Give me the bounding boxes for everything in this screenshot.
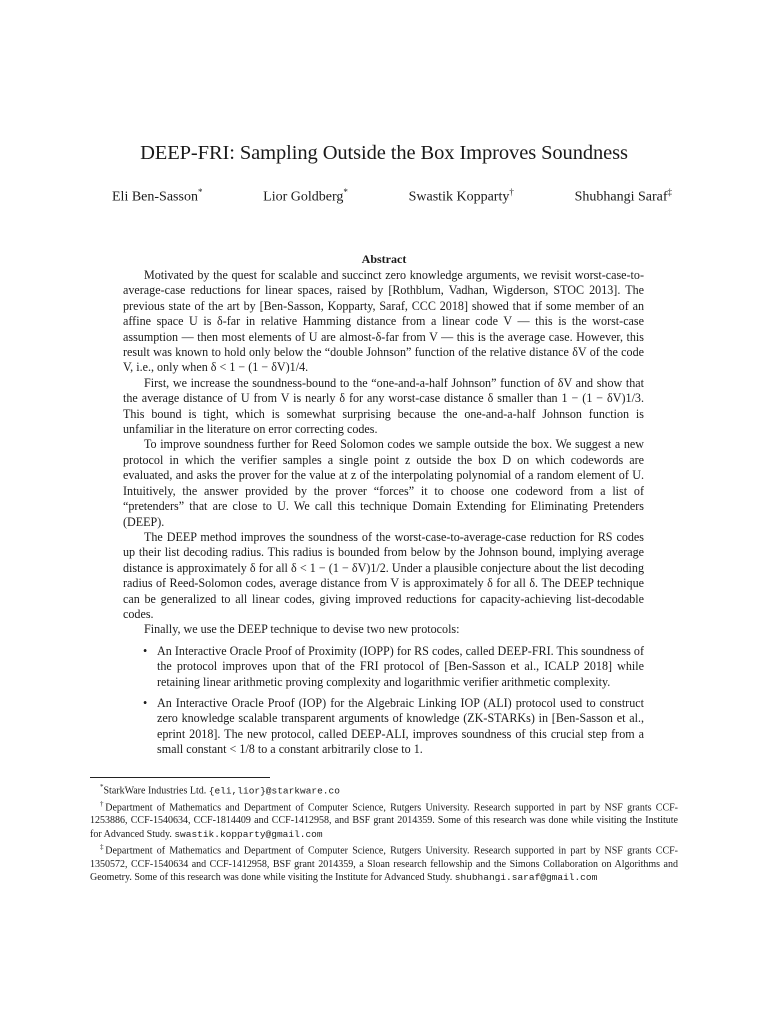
footnote-email[interactable]: shubhangi.saraf@gmail.com	[454, 872, 598, 884]
footnote: †Department of Mathematics and Department of Computer Science, Rutgers University. Research supported in part by NSF grants CCF-1253886, CCF-1540634, CCF-1814409 and CCF-1412958, and BSF grant 2014359. Some of this research was done while visiting the Institute for Advanced Study. swastik.kopparty@gmail.com	[90, 799, 679, 840]
abstract-body	[123, 268, 644, 764]
bullet-icon: •	[143, 695, 148, 710]
author: Eli Ben-Sasson*	[112, 187, 203, 205]
author-list	[112, 187, 672, 206]
bullet-icon: •	[143, 643, 148, 658]
footnote-email[interactable]: swastik.kopparty@gmail.com	[174, 828, 323, 840]
paper-title: DEEP-FRI: Sampling Outside the Box Improves Soundness	[140, 142, 628, 164]
footnote-divider	[90, 777, 270, 778]
footnote-email[interactable]: {eli,lior}@starkware.co	[208, 785, 340, 797]
footnote: *StarkWare Industries Ltd. {eli,lior}@starkware.co	[100, 783, 340, 797]
author: Shubhangi Saraf‡	[574, 187, 672, 205]
abstract-paragraph: Finally, we use the DEEP technique to devise two new protocols:	[144, 622, 460, 637]
footnote: ‡Department of Mathematics and Department of Computer Science, Rutgers University. Research supported in part by NSF grants CCF-1350572, CCF-1540634 and CCF-1412958, BSF grant 2014359, a Sloan research fellowship and the Simons Collaboration on Algorithms and Geometry. Some of this research was done while visiting the Institute for Advanced Study. shubhangi.saraf@gmail.com	[90, 843, 679, 884]
abstract-heading: Abstract	[361, 252, 407, 266]
list-item: • An Interactive Oracle Proof of Proximity (IOPP) for RS codes, called DEEP-FRI. This soundness of the protocol improves upon that of the FRI protocol of [Ben-Sasson et al., ICALP 2018] while retaining linear arithmetic proving complexity and logarithmic verifier arithmetic complexity.	[143, 643, 644, 689]
abstract-paragraph: Motivated by the quest for scalable and succinct zero knowledge arguments, we revisit worst-case-to-average-case reductions for linear spaces, raised by [Rothblum, Vadhan, Wigderson, STOC 2013]. The previous state of the art by [Ben-Sasson, Kopparty, Saraf, CCC 2018] showed that if some member of an affine space U is δ-far in relative Hamming distance from a linear code V — this is the worst-case assumption — then most elements of U are almost-δ-far from V — this is the average case. However, this result was known to hold only below the “double Johnson” function of the relative distance δV of the code V, i.e., only when δ < 1 − (1 − δV)1/4.	[123, 268, 644, 375]
abstract-paragraph: To improve soundness further for Reed Solomon codes we sample outside the box. We suggest a new protocol in which the verifier samples a single point z outside the box D on which codewords are evaluated, and asks the prover for the value at z of the interpolating polynomial of a random element of U. Intuitively, the answer provided by the prover “forces” it to choose one codeword from a list of “pretenders” that are close to U. We call this technique Domain Extending for Eliminating Pretenders (DEEP).	[123, 437, 644, 529]
abstract-paragraph: The DEEP method improves the soundness of the worst-case-to-average-case reduction for RS codes up their list decoding radius. This radius is bounded from below by the Johnson bound, implying average distance is approximately δ for all δ < 1 − (1 − δV)1/2. Under a plausible conjecture about the list decoding radius of Reed-Solomon codes, average distance from V is approximately δ for all δ. The DEEP technique can be generalized to all linear codes, giving improved reductions for capacity-achieving list-decodable codes.	[123, 529, 644, 621]
abstract-paragraph: First, we increase the soundness-bound to the “one-and-a-half Johnson” function of δV and show that the average distance of U from V is nearly δ for any worst-case distance δ smaller than 1 − (1 − δV)1/3. This bound is tight, which is somewhat surprising because the one-and-a-half Johnson function is unfamiliar in the literature on error correcting codes.	[123, 375, 644, 437]
protocol-list	[123, 644, 644, 758]
list-item: • An Interactive Oracle Proof (IOP) for the Algebraic Linking IOP (ALI) protocol used to construct zero knowledge scalable transparent arguments of knowledge (ZK-STARKs) in [Ben-Sasson et al., eprint 2018]. The new protocol, called DEEP-ALI, improves soundness of this crucial step from a small constant < 1/8 to a constant arbitrarily close to 1.	[143, 695, 644, 757]
author: Lior Goldberg*	[263, 187, 348, 205]
author: Swastik Kopparty†	[408, 187, 514, 205]
footnotes	[90, 781, 678, 885]
